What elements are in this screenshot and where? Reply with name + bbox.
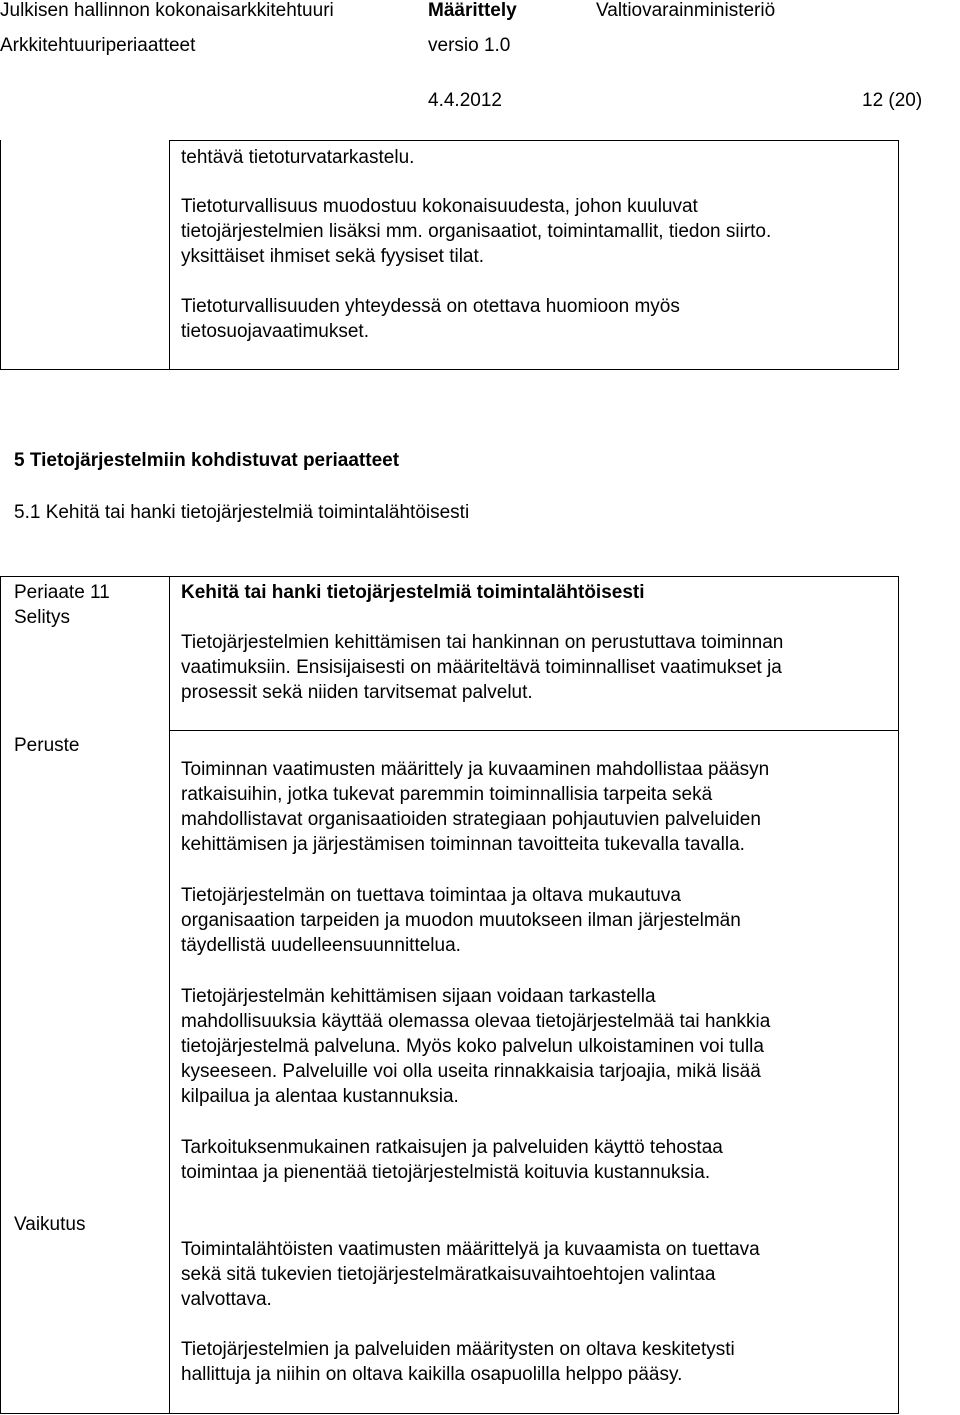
text-line: mahdollistavat organisaatioiden strategiaan pohjautuvien palveluiden	[181, 809, 761, 830]
header-ministry: Valtiovarainministeriö	[596, 0, 776, 21]
text-line: vaatimuksiin. Ensisijaisesti on määriteltävä toiminnalliset vaatimukset ja	[181, 657, 782, 678]
principle-label: Periaate 11	[14, 582, 110, 603]
text-line: hallittuja ja niihin on oltava kaikilla osapuolilla helppo pääsy.	[181, 1364, 683, 1385]
selitys-label: Selitys	[14, 607, 70, 628]
text-line: tietojärjestelmien lisäksi mm. organisaatiot, toimintamallit, tiedon siirto.	[181, 221, 772, 242]
principle-row-divider	[169, 730, 899, 731]
text-line: tietojärjestelmä palveluna. Myös koko palvelun ulkoistaminen voi tulla	[181, 1036, 764, 1057]
vaikutus-paragraph-1	[181, 1237, 760, 1312]
subsection-heading: 5.1 Kehitä tai hanki tietojärjestelmiä toimintalähtöisesti	[14, 502, 470, 523]
header-date: 4.4.2012	[428, 90, 502, 111]
peruste-label: Peruste	[14, 735, 80, 756]
peruste-paragraph-3	[181, 984, 770, 1109]
text-line: valvottava.	[181, 1289, 272, 1310]
table-right-border	[898, 140, 899, 370]
text-line: Tietoturvallisuus muodostuu kokonaisuudesta, johon kuuluvat	[181, 196, 698, 217]
peruste-paragraph-2	[181, 883, 741, 958]
header-doc-title: Arkkitehtuuriperiaatteet	[0, 35, 196, 56]
text-line: Toiminnan vaatimusten määrittely ja kuvaaminen mahdollistaa pääsyn	[181, 759, 770, 780]
text-line: Toimintalähtöisten vaatimusten määrittelyä ja kuvaamista on tuettava	[181, 1239, 760, 1260]
text-line: kyseeseen. Palveluille voi olla useita rinnakkaisia tarjoajia, mikä lisää	[181, 1061, 761, 1082]
text-line: organisaation tarpeiden ja muodon muutokseen ilman järjestelmän	[181, 910, 741, 931]
principle-title: Kehitä tai hanki tietojärjestelmiä toimintalähtöisesti	[181, 582, 645, 603]
principle-column-divider	[169, 576, 170, 1414]
peruste-paragraph-4	[181, 1135, 723, 1185]
text-line: Tietojärjestelmän kehittämisen sijaan voidaan tarkastella	[181, 986, 656, 1007]
text-line: kilpailua ja alentaa kustannuksia.	[181, 1086, 459, 1107]
text-line: Tietoturvallisuuden yhteydessä on otettava huomioon myös	[181, 296, 680, 317]
text-line: Tarkoituksenmukainen ratkaisujen ja palveluiden käyttö tehostaa	[181, 1137, 723, 1158]
header-org: Julkisen hallinnon kokonaisarkkitehtuuri	[0, 0, 334, 21]
text-line: ratkaisuihin, jotka tukevat paremmin toiminnallisia tarpeita sekä	[181, 784, 713, 805]
text-line: kehittämisen ja järjestämisen toiminnan tavoitteita tukevalla tavalla.	[181, 834, 745, 855]
table-top-border	[169, 140, 899, 141]
text-line: Tietojärjestelmien ja palveluiden määritysten on oltava keskitetysti	[181, 1339, 735, 1360]
header-doc-type: Määrittely	[428, 0, 517, 21]
text-line: Tietojärjestelmän on tuettava toimintaa ja oltava mukautuva	[181, 885, 681, 906]
section-heading: 5 Tietojärjestelmiin kohdistuvat periaatteet	[14, 450, 400, 471]
header-version: versio 1.0	[428, 35, 511, 56]
text-line: mahdollisuuksia käyttää olemassa olevaa tietojärjestelmää tai hankkia	[181, 1011, 771, 1032]
text-line: Tietojärjestelmien kehittämisen tai hankinnan on perustuttava toiminnan	[181, 632, 784, 653]
privacy-paragraph	[181, 294, 680, 344]
security-paragraph	[181, 194, 771, 269]
text-line: prosessit sekä niiden tarvitsemat palvelut.	[181, 682, 533, 703]
vaikutus-label: Vaikutus	[14, 1214, 86, 1235]
text-line: toimintaa ja pienentää tietojärjestelmistä koituvia kustannuksia.	[181, 1162, 711, 1183]
peruste-paragraph-1	[181, 757, 769, 857]
text-line: yksittäiset ihmiset sekä fyysiset tilat.	[181, 246, 485, 267]
table-column-divider	[169, 140, 170, 370]
text-line: tietosuojavaatimukset.	[181, 321, 369, 342]
vaikutus-paragraph-2	[181, 1337, 735, 1387]
text-line: täydellistä uudelleensuunnittelua.	[181, 935, 461, 956]
table-left-border	[0, 140, 1, 370]
text-line: sekä sitä tukevien tietojärjestelmäratkaisuvaihtoehtojen valintaa	[181, 1264, 716, 1285]
table-bottom-border	[0, 369, 899, 370]
selitys-text	[181, 630, 783, 705]
header-page-number: 12 (20)	[862, 90, 923, 111]
continued-text: tehtävä tietoturvatarkastelu.	[181, 147, 415, 168]
